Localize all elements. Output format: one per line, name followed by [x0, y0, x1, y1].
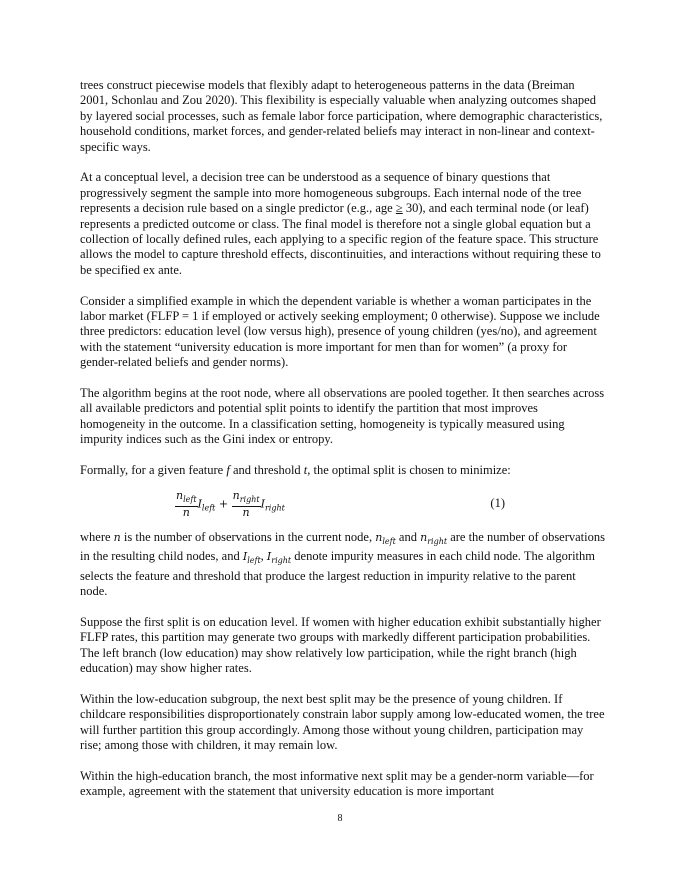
paragraph-5-text-a: Formally, for a given feature [80, 463, 227, 478]
page-number: 8 [337, 813, 343, 824]
math-I-right-base: I [266, 550, 272, 564]
fraction-left-denominator: n [182, 505, 190, 519]
feature-f: f [226, 463, 230, 478]
fraction-right-numerator [232, 490, 261, 507]
paragraph-6-text-f: denote impurity measures in each child node. The algorithm selects the feature and threshold that produce the largest reduction in impurity relative to the parent node. [80, 549, 595, 599]
fraction-left-numerator [175, 490, 198, 507]
paragraph-7: Suppose the first split is on education level. If women with higher education exhibit substantially higher FLFP rates, this partition may generate two groups with markedly different participation probabilities. The left branch (low education) may show relatively low participation, while the right branch (high education) may show higher rates. [80, 614, 601, 676]
paragraph-5-text-b: and threshold [229, 463, 304, 478]
eq-I-right-sub: right [264, 503, 285, 513]
math-n-right-base: n [420, 530, 428, 544]
math-n-left-base: n [375, 530, 383, 544]
math-I-right [266, 550, 292, 566]
math-I-left [242, 550, 261, 566]
eq-n-right: n [232, 488, 240, 502]
eq-sub-right: right [239, 494, 260, 504]
eq-sub-left: left [183, 494, 197, 504]
math-n: n [113, 530, 121, 544]
paragraph-5 [80, 463, 605, 478]
paragraph-3: Consider a simplified example in which the dependent variable is whether a woman participates in the labor market (FLFP = 1 if employed or actively seeking employment; 0 otherwise). Suppose we include three predictors: education level (low versus high), presence of young children (yes/no), and agreement with the statement “university education is more important for men than for women” (a proxy for gender-related beliefs and gender norms). [80, 293, 600, 370]
paragraph-1: trees construct piecewise models that flexibly adapt to heterogeneous patterns in the data (Breiman 2001, Schonlau and Zou 2020). This flexibility is especially valuable when analyzing outcomes shaped by layered social processes, such as female labor force participation, where demographic characteristics, household conditions, market forces, and gender-related beliefs may interact in non-linear and context-specific ways. [80, 78, 603, 154]
eq-plus: + [218, 497, 229, 511]
math-n-left [375, 531, 396, 544]
equation-number: (1) [490, 495, 505, 510]
paragraph-6-text-e: , [260, 549, 267, 564]
paragraph-5-text-c: , the optimal split is chosen to minimize: [307, 463, 511, 478]
eq-I-left: I [197, 497, 202, 511]
paragraph-2 [80, 170, 605, 278]
fraction-right [232, 490, 261, 519]
math-I-left-base: I [242, 550, 248, 564]
eq-n: n [176, 488, 184, 502]
paragraph-9: Within the high-education branch, the most informative next split may be a gender-norm variable—for example, agreement with the statement that university education is more important [80, 768, 594, 799]
math-n-left-sub: left [382, 536, 396, 546]
paragraph-2-text-b: 30), and each terminal node (or leaf) represents a predicted outcome or class. The final model is therefore not a single global equation but a collection of locally defined rules, each applying to a specific region of the feature space. This structure allows the model to capture threshold effects, discontinuities, and interactions without requiring these to be specified ex ante. [80, 201, 601, 277]
eq-I-right: I [260, 497, 265, 511]
math-n-right [420, 531, 447, 544]
math-I-left-sub: left [247, 556, 261, 566]
equation-1 [80, 490, 605, 520]
paragraph-6-text-b: is the number of observations in the current node, [120, 529, 376, 544]
fraction-left [175, 490, 198, 519]
fraction-right-denominator: n [242, 505, 250, 519]
equation-body [175, 490, 285, 519]
math-I-right-sub: right [271, 556, 292, 566]
paragraph-8: Within the low-education subgroup, the next best split may be the presence of young children. If childcare responsibilities disproportionately constrain labor supply among low-educated women, the tree will further partition this group accordingly. Among those without young children, participation may rise; among those with children, it may remain low. [80, 691, 605, 753]
eq-I-left-sub: left [201, 503, 216, 513]
paragraph-6 [80, 530, 605, 600]
geq-symbol: ≥ [395, 201, 403, 216]
paragraph-6-text-c: and [395, 529, 421, 544]
paragraph-6-text-d: are the number of observations in the resulting child nodes, and [80, 529, 605, 564]
paragraph-2-text-a: At a conceptual level, a decision tree can be understood as a sequence of binary questions that progressively segment the sample into more homogeneous subgroups. Each internal node of the tree represents a decision rule based on a single predictor (e.g., age [80, 170, 582, 216]
math-n-right-sub: right [427, 536, 448, 546]
paragraph-4: The algorithm begins at the root node, where all observations are pooled together. It then searches across all available predictors and potential split points to identify the partition that most improves homogeneity in the outcome. In a classification setting, homogeneity is typically measured using impurity indices such as the Gini index or entropy. [80, 386, 605, 447]
paragraph-6-text-a: where [80, 529, 114, 544]
document-page [80, 78, 605, 815]
threshold-t: t [303, 463, 308, 478]
